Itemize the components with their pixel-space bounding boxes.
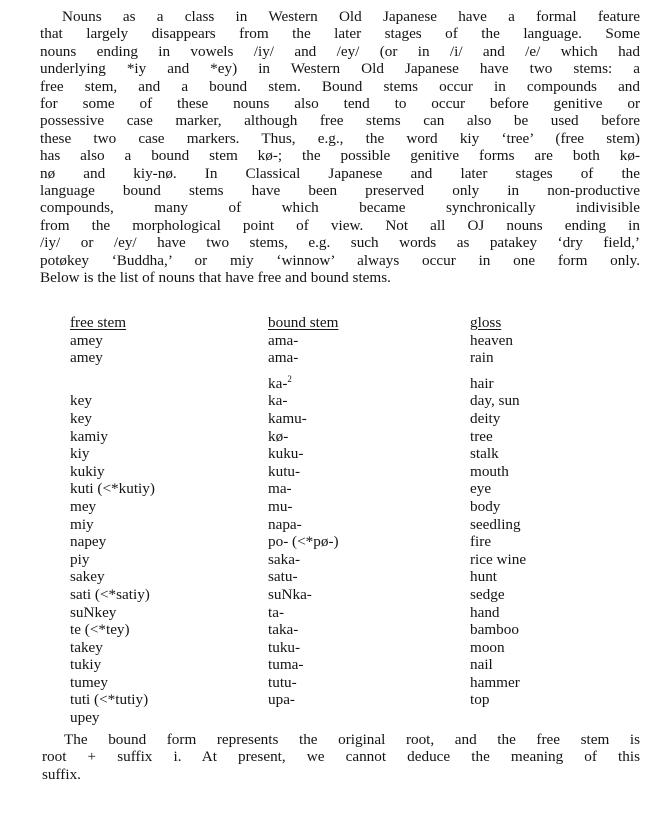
table-cell: key [70, 409, 92, 427]
table-cell: body [470, 497, 501, 515]
text-line: nø and kiy-nø. In Classical Japanese and later stages of the [40, 164, 640, 182]
table-cell: mu- [268, 497, 293, 515]
table-cell: napey [70, 533, 107, 551]
table-cell: key [70, 392, 92, 410]
text-line: possessive case marker, although free stems can also be used before [40, 112, 640, 130]
table-cell [268, 375, 339, 393]
table-cell: kø- [268, 427, 289, 445]
table-cell: kiy [70, 445, 90, 463]
table-cell: amey [70, 349, 103, 367]
table-cell: po- (<*pø-) [268, 533, 339, 551]
table-cell: suNka- [268, 585, 312, 603]
table-cell: ka- [268, 392, 288, 410]
text-line: has also a bound stem kø-; the possible genitive forms are both kø- [40, 147, 640, 165]
text-line: compounds, many of which became synchronically indivisible [40, 199, 640, 217]
text-line: The bound form represents the original root, and the free stem is [64, 731, 640, 748]
table-cell: eye [470, 480, 492, 498]
table-cell: rice wine [470, 550, 527, 568]
table-cell: bamboo [470, 621, 519, 639]
table-cell: ta- [268, 603, 285, 621]
table-cell: tuma- [268, 656, 304, 674]
text-line: root + suffix i. At present, we cannot deduce the meaning of this [42, 748, 640, 766]
table-cell: hunt [470, 568, 498, 586]
table-cell: sakey [70, 568, 105, 586]
table-cell: tukiy [70, 656, 102, 674]
table-cell: amey [70, 331, 103, 349]
table-cell: deity [470, 409, 501, 427]
table-cell: kukiy [70, 462, 105, 480]
text-line: free stem, and a bound stem. Bound stems occur in compounds and [40, 77, 640, 95]
free-stem-column [70, 314, 155, 727]
text-line: underlying *iy and *ey) in Western Old Japanese have two stems: a [40, 60, 640, 78]
table-cell: ama- [268, 331, 299, 349]
table-cell: tutu- [268, 673, 297, 691]
table-cell: stalk [470, 445, 499, 463]
table-cell: suNkey [70, 603, 117, 621]
table-cell: tuku- [268, 638, 301, 656]
table-cell: ma- [268, 480, 292, 498]
text-line: /iy/ or /ey/ have two stems, e.g. such words as patakey ‘dry field,’ [40, 234, 640, 252]
table-cell: kutu- [268, 462, 301, 480]
table-cell: kuku- [268, 445, 304, 463]
intro-paragraph [40, 8, 640, 287]
text-line: potøkey ‘Buddha,’ or miy ‘winnow’ always occur in one form only. [40, 251, 640, 269]
table-cell: ama- [268, 349, 299, 367]
bound-stem-text: ka- [268, 374, 288, 392]
bound-stem-header: bound stem [268, 314, 339, 331]
table-cell: top [470, 691, 490, 709]
table-cell: hand [470, 603, 500, 621]
table-cell: day, sun [470, 392, 520, 410]
table-cell: tuti (<*tutiy) [70, 691, 149, 709]
table-cell: tumey [70, 673, 108, 691]
text-line: these two case markers. Thus, e.g., the word kiy ‘tree’ (free stem) [40, 129, 640, 147]
table-cell: kamu- [268, 409, 307, 427]
table-cell: kamiy [70, 427, 108, 445]
table-cell: rain [470, 349, 494, 367]
gloss-column [470, 314, 526, 709]
text-line: nouns ending in vowels /iy/ and /ey/ (or in /i/ and /e/ which had [40, 42, 640, 60]
text-line: from the morphological point of view. Not all OJ nouns ending in [40, 216, 640, 234]
row-gap [70, 384, 155, 392]
footnote-marker: 2 [287, 373, 292, 384]
row-gap [70, 367, 155, 385]
text-line: suffix. [42, 765, 81, 783]
table-cell: kuti (<*kutiy) [70, 480, 155, 498]
table-cell: nail [470, 656, 493, 674]
row-gap [268, 367, 339, 375]
text-line: Nouns as a class in Western Old Japanese have a formal feature [62, 8, 640, 25]
table-cell: saka- [268, 550, 301, 568]
table-cell: tree [470, 427, 493, 445]
table-cell: mey [70, 497, 97, 515]
table-cell: napa- [268, 515, 302, 533]
conclusion-paragraph [42, 731, 640, 783]
table-cell: upa- [268, 691, 295, 709]
table-cell: moon [470, 638, 505, 656]
bound-stem-column [268, 314, 339, 709]
table-cell: mouth [470, 462, 509, 480]
table-cell: taka- [268, 621, 299, 639]
table-cell: piy [70, 550, 90, 568]
text-line: Below is the list of nouns that have free and bound stems. [40, 269, 391, 287]
text-line: language bound stems have been preserved only in non-productive [40, 182, 640, 200]
table-cell: te (<*tey) [70, 621, 130, 639]
table-cell: upey [70, 709, 100, 727]
table-cell: takey [70, 638, 103, 656]
table-cell: sati (<*satiy) [70, 585, 150, 603]
free-stem-header: free stem [70, 314, 127, 331]
text-line: that largely disappears from the later stages of the language. Some [40, 25, 640, 43]
table-cell: heaven [470, 331, 514, 349]
table-cell: fire [470, 533, 492, 551]
table-cell: satu- [268, 568, 298, 586]
table-cell: hair [470, 374, 494, 392]
table-cell: seedling [470, 515, 521, 533]
table-cell: miy [70, 515, 94, 533]
table-cell: sedge [470, 585, 505, 603]
table-cell: hammer [470, 673, 520, 691]
row-gap [470, 367, 526, 375]
gloss-header: gloss [470, 314, 502, 331]
text-line: for some of these nouns also tend to occur before genitive or [40, 95, 640, 113]
